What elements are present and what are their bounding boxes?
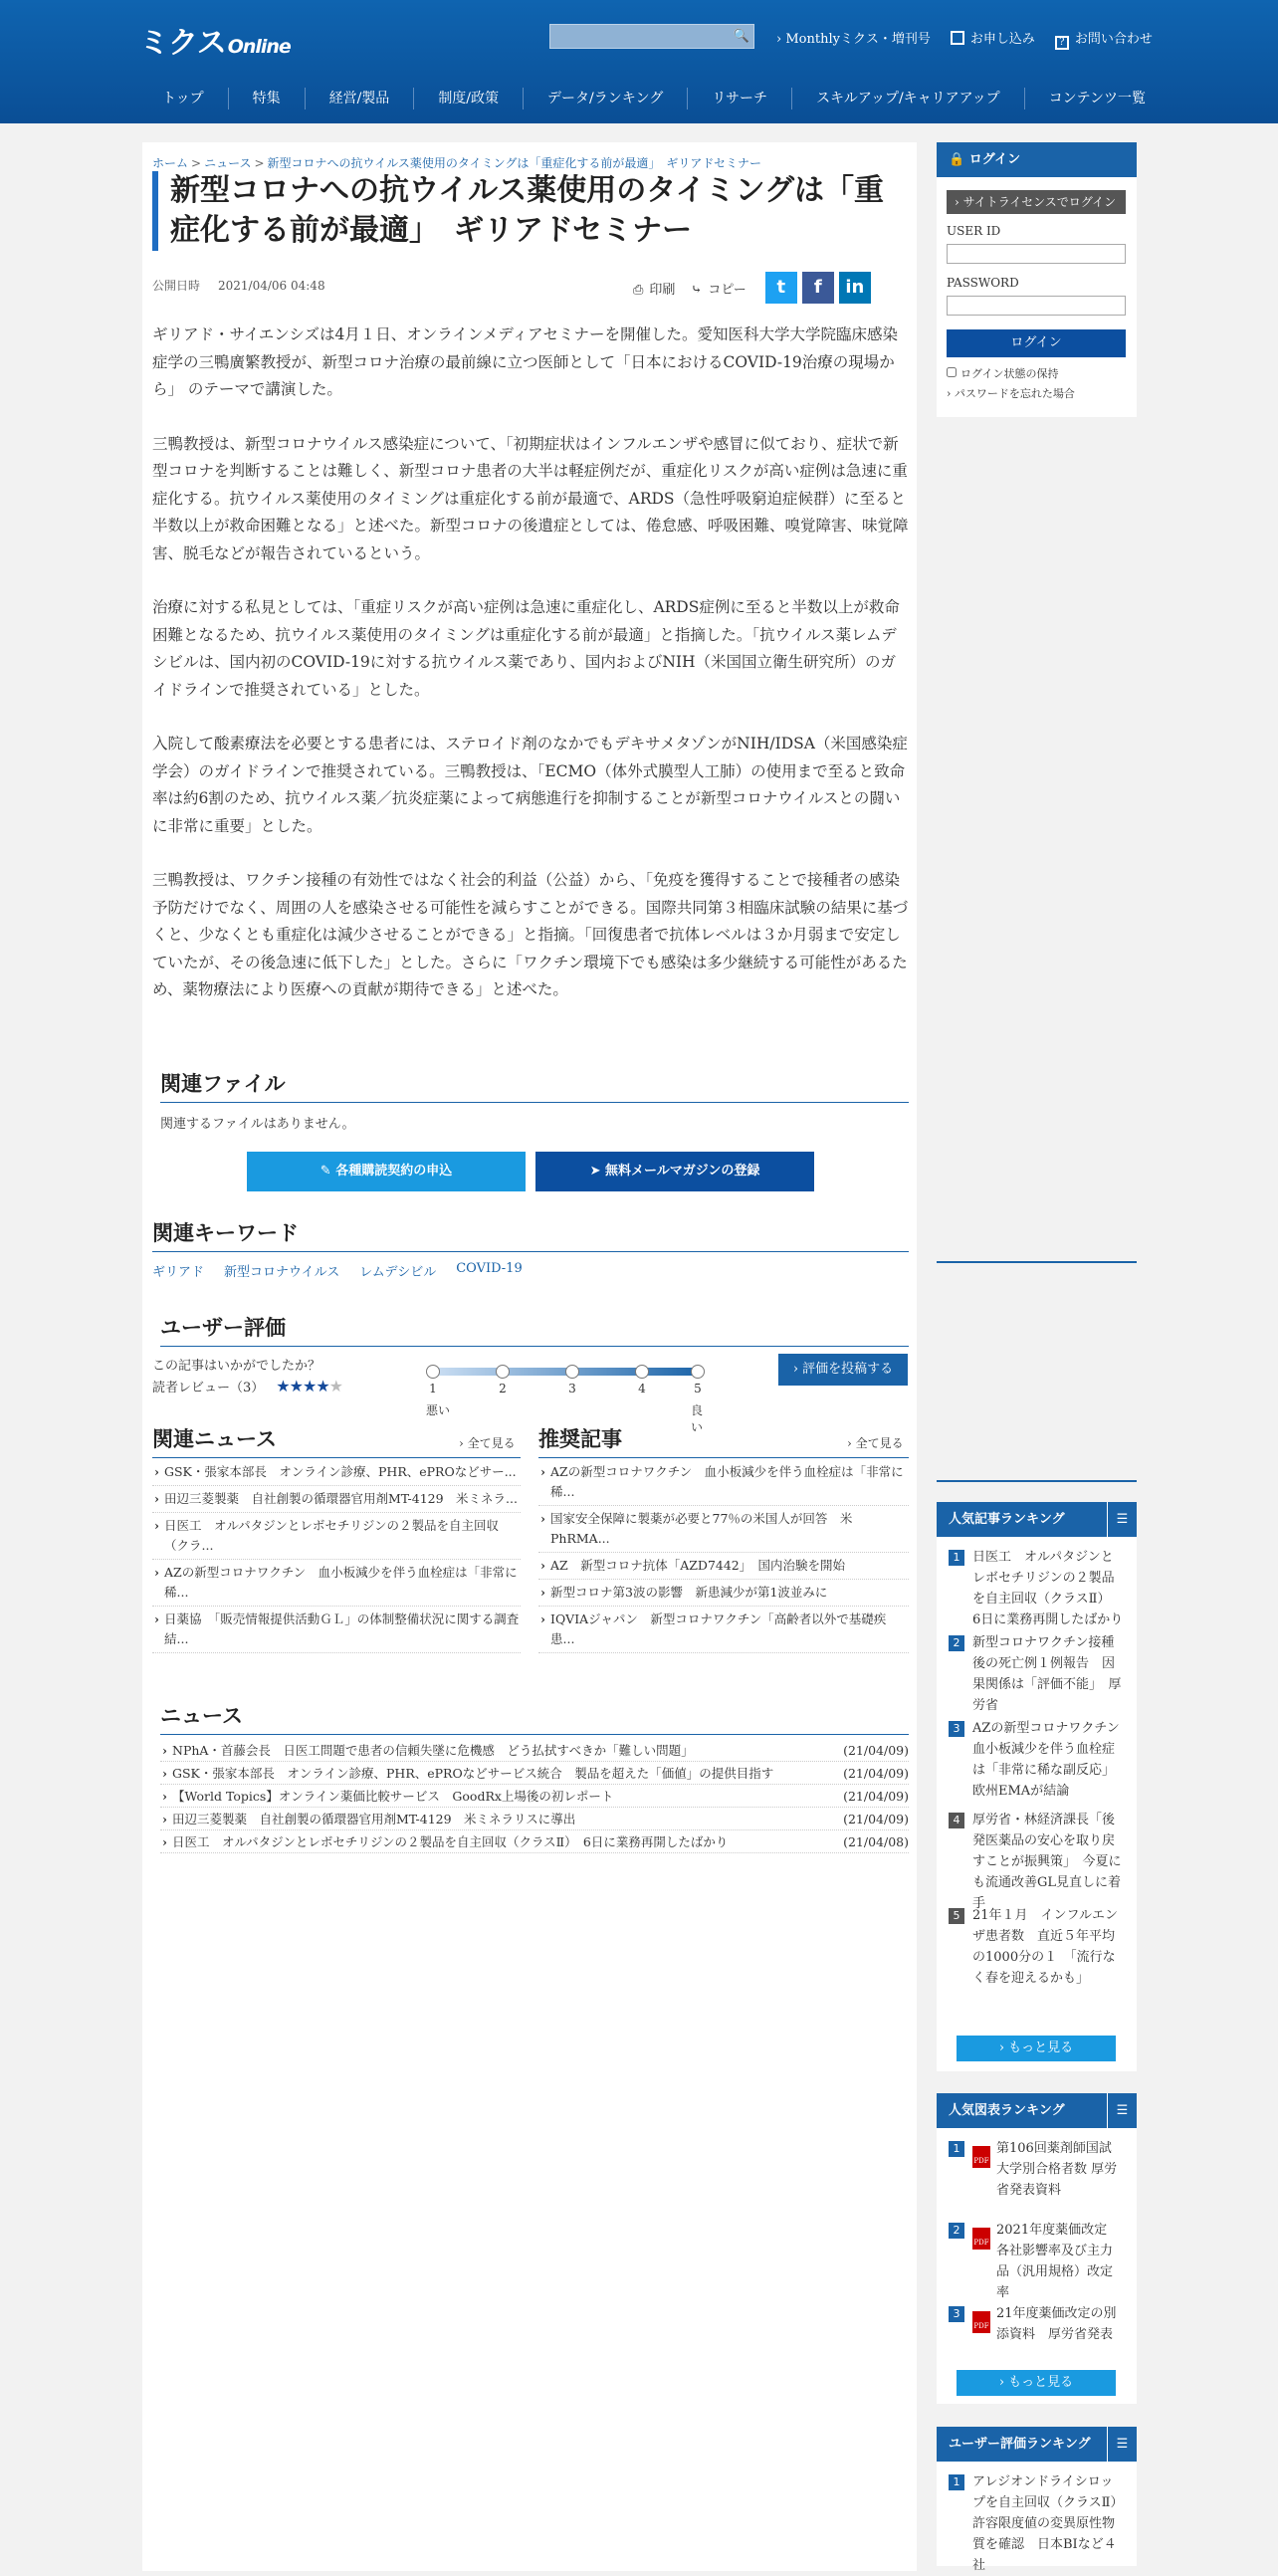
paragraph: 三鴨教授は、新型コロナウイルス感染症について、「初期症状はインフルエンザや感冒に似ており、症状で新型コロナを判断することは難しく、新型コロナ患者の大半は軽症例だが、重症化リスクが高い症例は急速に重症化する。抗ウイルス薬使用のタイミングは重症化する前が最適で、ARDS（急性呼吸窮迫症候群）に至ると半数以上が救命困難となる」と述べた。新型コロナの後遺症としては、倦怠感、呼吸困難、嗅覚障害、味覚障害、脱毛などが報告されているという。 (152, 434, 909, 562)
facebook-icon[interactable]: f (802, 272, 834, 304)
list-item[interactable]: › IQVIAジャパン 新型コロナワクチン「高齢者以外で基礎疾患... (538, 1610, 909, 1653)
publish-date: 公開日時 2021/04/06 04:48 (152, 279, 325, 293)
pdf-icon: PDF (972, 2228, 990, 2250)
news-list (160, 1739, 909, 1853)
paragraph: ギリアド・サイエンシズは4月１日、オンラインメディアセミナーを開催した。愛知医科大学大学院臨床感染症学の三鴨廣繁教授が、新型コロナ治療の最前線に立つ医師として「日本におけるCOVID-19治療の現場から」 のテーマで講演した。 (152, 325, 898, 398)
nav-data[interactable]: データ/ランキング (523, 88, 687, 109)
review-question: この記事はいかがでしたか？ (152, 1359, 321, 1374)
print-button[interactable]: ⎙ 印刷 (633, 282, 676, 298)
news-row[interactable]: › 日医工 オルパタジンとレボセチリジンの２製品を自主回収（クラスⅡ） 6日に業務再開したばかり (21/04/08) (160, 1830, 909, 1853)
paragraph: 治療に対する私見としては、「重症リスクが高い症例は急速に重症化し、ARDS症例に至ると半数以上が救命困難となるため、抗ウイルス薬使用のタイミングは重症化する前が最適」と指摘した。「抗ウイルス薬レムデシビルは、国内初のCOVID-19に対する抗ウイルス薬であり、国内およびNIH（米国国立衛生研究所）のガイドラインで推奨されている」とした。 (152, 598, 900, 699)
printer-icon: ⎙ (633, 282, 644, 298)
news-heading: ニュース (160, 1700, 909, 1735)
rating-option-4[interactable] (635, 1365, 649, 1379)
ranking-item[interactable]: 2 新型コロナワクチン接種後の死亡例１例報告 因果関係は「評価不能」 厚労省 (937, 1622, 1137, 1708)
nav-policy[interactable]: 制度/政策 (413, 88, 523, 109)
pdf-icon: PDF (972, 2146, 990, 2168)
nav-features[interactable]: 特集 (228, 88, 305, 109)
keyword-list (152, 1261, 523, 1280)
popular-heading: 人気記事ランキング ☰ (937, 1502, 1137, 1537)
password-label: PASSWORD (947, 276, 1019, 290)
list-item[interactable]: › 新型コロナ第3波の影響 新患減少が第1波並みに (538, 1583, 909, 1607)
ranking-item[interactable]: 1 アレジオンドライシロップを自主回収（クラスⅡ） 許容限度値の変異原性物質を確認 日本BIなど４社 (937, 2462, 1137, 2576)
related-files-note: 関連するファイルはありません。 (160, 1117, 355, 1132)
header-links (776, 28, 1153, 50)
breadcrumb-news[interactable]: ニュース (204, 156, 252, 170)
list-item[interactable]: › AZの新型コロナワクチン 血小板減少を伴う血栓症は「非常に稀... (152, 1563, 521, 1607)
list-item[interactable]: › 日医工 オルパタジンとレボセチリジンの２製品を自主回収（クラ... (152, 1516, 521, 1560)
nav-contents[interactable]: コンテンツ一覧 (1024, 88, 1170, 109)
news-row[interactable]: › GSK・張家本部長 オンライン診療、PHR、ePROなどサービス統合 製品を超えた「価値」の提供目指す (21/04/09) (160, 1762, 909, 1785)
recommended-more-link[interactable]: › 全て見る (847, 1436, 904, 1450)
subscribe-link[interactable]: お申し込み (951, 28, 1035, 50)
news-row[interactable]: › NPhA・首藤会長 日医工問題で患者の信頼失墜に危機感 どう払拭すべきか「難しい問題」 (21/04/09) (160, 1739, 909, 1762)
user-rank-heading: ユーザー評価ランキング ☰ (937, 2427, 1137, 2462)
menu-icon[interactable]: ☰ (1107, 2093, 1137, 2128)
rating-option-5[interactable] (691, 1365, 705, 1379)
related-news-heading: 関連ニュース (152, 1423, 521, 1458)
sidebar-divider (937, 1261, 1137, 1263)
main-nav (144, 88, 1170, 109)
figures-heading: 人気図表ランキング ☰ (937, 2093, 1137, 2128)
paragraph: 入院して酸素療法を必要とする患者には、ステロイド剤のなかでもデキサメタゾンがNIH/IDSA（米国感染症学会）のガイドラインで推奨されている。三鴨教授は、「ECMO（体外式膜型人工肺）の使用まで至ると致命率は約6割のため、抗ウイルス薬／抗炎症薬によって病態進行を抑制することが新型コロナウイルスとの闘いに非常に重要」とした。 (152, 735, 908, 835)
popular-figures (937, 2093, 1137, 2404)
menu-icon[interactable]: ☰ (1107, 1502, 1137, 1537)
recommended-heading: 推奨記事 (538, 1423, 909, 1458)
keyword-link[interactable]: ギリアド (152, 1265, 205, 1280)
pdf-icon: PDF (972, 2311, 990, 2333)
popular-more-button[interactable]: › もっと見る (957, 2036, 1116, 2061)
keywords-heading: 関連キーワード (152, 1217, 909, 1252)
user-id-label: USER ID (947, 224, 1001, 238)
password-field[interactable] (947, 296, 1126, 316)
breadcrumb: ホーム > ニュース > 新型コロナへの抗ウイルス薬使用のタイミングは「重症化する前が最適」 ギリアドセミナー (152, 156, 761, 170)
subscription-button[interactable]: ✎ 各種購読契約の申込 (247, 1152, 526, 1191)
send-icon: ➤ (589, 1164, 605, 1179)
paragraph: 三鴨教授は、ワクチン接種の有効性ではなく社会的利益（公益）から、「免疫を獲得することで接種者の感染予防だけでなく、周囲の人を感染させる可能性を減らすことができる。国際共同第３相臨床試験の結果に基づくと、少なくとも重症化は減少させることができる」と指摘。「回復患者で抗体レベルは３か月弱まで安定していたが、その後急速に低下した」とした。さらに「ワクチン環境下でも感染は多少継続する可能性があるため、薬物療法により医療への貢献が期待できる」と述べた。 (152, 871, 909, 998)
article-body (152, 322, 909, 1031)
ranking-item[interactable]: 3 PDF 21年度薬価改定の別添資料 厚労省発表 (937, 2293, 1137, 2363)
twitter-icon[interactable]: t (765, 272, 797, 304)
rating-good-label: 良い (691, 1403, 704, 1434)
sidebar-divider (937, 1480, 1137, 1482)
rating-scale[interactable]: 1 2 3 4 5 悪い 良い (426, 1362, 705, 1401)
recommended-list (538, 1462, 909, 1656)
keyword-link[interactable]: レムデシビル (359, 1265, 437, 1280)
breadcrumb-home[interactable]: ホーム (152, 156, 189, 170)
linkedin-icon[interactable]: in (839, 272, 871, 304)
search-icon[interactable]: 🔍 (733, 29, 749, 44)
edit-icon (951, 31, 964, 45)
nav-research[interactable]: リサーチ (687, 88, 791, 109)
review-count: 読者レビュー（3） ★★★★★ (152, 1377, 342, 1395)
ranking-item[interactable]: 2 PDF 2021年度薬価改定 各社影響率及び主力品（汎用規格）改定率 (937, 2210, 1137, 2293)
rating-stars: ★★★★★ (276, 1377, 342, 1395)
site-logo[interactable]: ミクス Online (139, 26, 291, 61)
user-id-field[interactable] (947, 244, 1126, 264)
nav-skillup[interactable]: スキルアップ/キャリアアップ (791, 88, 1024, 109)
popular-articles (937, 1502, 1137, 2071)
ranking-item[interactable]: 1 日医工 オルパタジンとレボセチリジンの２製品を自主回収（クラスⅡ） 6日に業務再開したばかり (937, 1537, 1137, 1622)
list-item[interactable]: › GSK・張家本部長 オンライン診療、PHR、ePROなどサー... (152, 1462, 521, 1486)
list-item[interactable]: › 日薬協 「販売情報提供活動ＧＬ」の体制整備状況に関する調査結... (152, 1610, 521, 1653)
news-row[interactable]: › 【World Topics】オンライン薬価比較サービス GoodRx上場後の初レポート (21/04/09) (160, 1785, 909, 1808)
article-title: 新型コロナへの抗ウイルス薬使用のタイミングは「重症化する前が最適」 ギリアドセミナー (152, 171, 911, 251)
list-item[interactable]: › 田辺三菱製薬 自社創製の循環器官用剤MT-4129 米ミネラ... (152, 1489, 521, 1513)
list-item[interactable]: › 国家安全保障に製薬が必要と77％の米国人が回答 米PhRMA... (538, 1509, 909, 1553)
related-files-heading: 関連ファイル (160, 1068, 909, 1103)
user-rating-ranking (937, 2427, 1137, 2573)
nav-management[interactable]: 経営/製品 (305, 88, 414, 109)
figures-more-button[interactable]: › もっと見る (957, 2370, 1116, 2396)
keyword-link[interactable]: 新型コロナウイルス (224, 1265, 340, 1280)
edit-icon: ✎ (320, 1164, 336, 1179)
list-item[interactable]: › AZの新型コロナワクチン 血小板減少を伴う血栓症は「非常に稀... (538, 1462, 909, 1506)
site-license-login-button[interactable]: › サイトライセンスでログイン (947, 190, 1126, 214)
article-column (142, 142, 917, 2571)
keyword-link[interactable]: COVID-19 (456, 1261, 523, 1276)
login-heading: 🔒 ログイン (937, 142, 1137, 177)
search-input[interactable] (549, 24, 754, 49)
site-header (0, 0, 1278, 123)
rating-option-1[interactable] (426, 1365, 440, 1379)
news-row[interactable]: › 田辺三菱製薬 自社創製の循環器官用剤MT-4129 米ミネラリスに導出 (21/04/09) (160, 1808, 909, 1830)
rating-bad-label: 悪い (426, 1403, 451, 1417)
ranking-item[interactable]: 4 厚労省・林経済課長「後発医薬品の安心を取り戻すことが振興策」 今夏にも流通改善GL見直しに着手 (937, 1800, 1137, 1895)
keep-login-checkbox[interactable]: ログイン状態の保持 (947, 365, 1058, 381)
question-icon: ? (1055, 36, 1069, 50)
copy-button[interactable]: ⤷ コピー (691, 282, 746, 298)
ranking-item[interactable]: 3 AZの新型コロナワクチン 血小板減少を伴う血栓症は「非常に稀な副反応」 欧州EMAが結論 (937, 1708, 1137, 1800)
monthly-link[interactable]: › Monthlyミクス・増刊号 (776, 32, 931, 47)
post-review-button[interactable]: › 評価を投稿する (778, 1354, 908, 1386)
ranking-item[interactable]: 5 21年１月 インフルエンザ患者数 直近５年平均の1000分の１ 「流行なく春を迎えるかも」 (937, 1895, 1137, 1985)
share-bar (633, 272, 871, 304)
rating-option-2[interactable] (496, 1365, 510, 1379)
forgot-password-link[interactable]: › パスワードを忘れた場合 (947, 387, 1075, 400)
login-button[interactable]: ログイン (947, 329, 1126, 357)
related-news-more-link[interactable]: › 全て見る (459, 1436, 516, 1450)
login-box (937, 142, 1137, 417)
contact-link[interactable]: ? お問い合わせ (1055, 28, 1153, 50)
lock-icon: 🔒 (949, 152, 969, 167)
ranking-item[interactable]: 1 PDF 第106回薬剤師国試 大学別合格者数 厚労省発表資料 (937, 2128, 1137, 2210)
share-icon: ⤷ (691, 282, 703, 298)
related-news-list (152, 1462, 521, 1656)
newsletter-button[interactable]: ➤ 無料メールマガジンの登録 (535, 1152, 814, 1191)
breadcrumb-current: 新型コロナへの抗ウイルス薬使用のタイミングは「重症化する前が最適」 ギリアドセミナー (267, 156, 761, 170)
review-heading: ユーザー評価 (160, 1312, 909, 1347)
menu-icon[interactable]: ☰ (1107, 2427, 1137, 2462)
rating-option-3[interactable] (565, 1365, 579, 1379)
nav-top[interactable]: トップ (162, 91, 204, 107)
list-item[interactable]: › AZ 新型コロナ抗体「AZD7442」 国内治験を開始 (538, 1556, 909, 1580)
